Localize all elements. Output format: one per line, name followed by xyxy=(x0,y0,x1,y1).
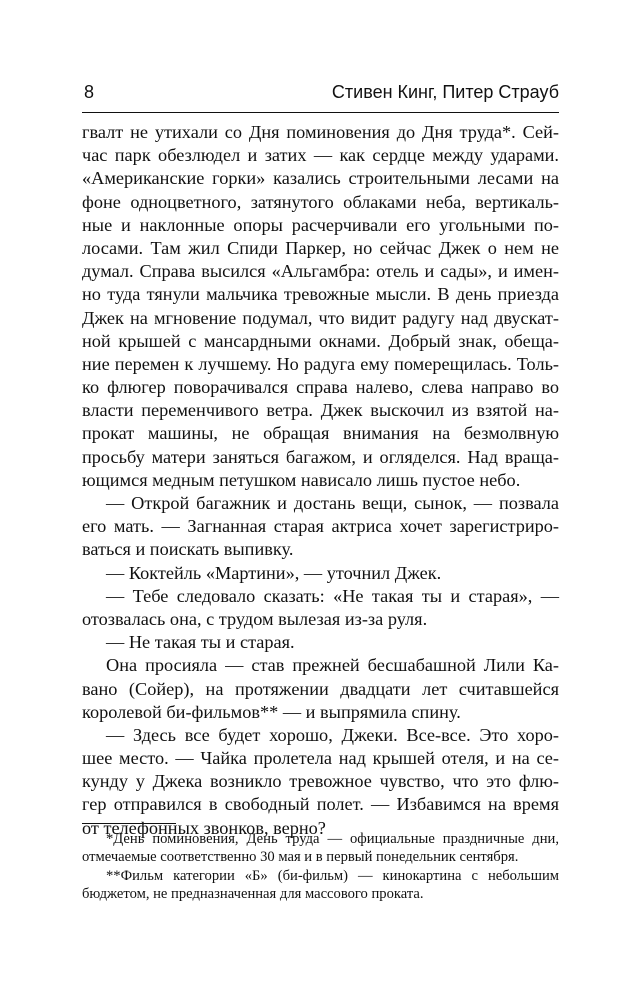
text-line: час парк обезлюдел и затих — как сердце между ударами. xyxy=(82,145,559,166)
text-line: кунду у Джека возникло тревожное чувство, что это флю- xyxy=(82,771,559,792)
body-text xyxy=(82,121,559,840)
text-line: но туда тянули мальчика тревожные мысли. В день приезда xyxy=(82,284,559,305)
text-line: шее место. — Чайка пролетела над крышей отеля, и на се- xyxy=(82,748,559,769)
text-line: его мать. — Загнанная старая актриса хочет зарегистриро- xyxy=(82,516,559,537)
text-line: — Тебе следовало сказать: «Не такая ты и старая», — xyxy=(106,585,559,606)
text-line: королевой би-фильмов** — и выпрямила спину. xyxy=(82,701,461,722)
running-title: Стивен Кинг, Питер Страуб xyxy=(331,82,559,102)
text-line: отозвалась она, с трудом вылезая из-за руля. xyxy=(82,608,428,629)
footnotes xyxy=(82,830,559,904)
text-line: «Американские горки» казались строительными лесами на xyxy=(82,168,559,189)
footnote-line: бюджетом, не предназначенная для массового проката. xyxy=(82,886,424,903)
text-line: власти переменчивого ветра. Джек выскочил из взятой на- xyxy=(82,400,559,421)
footnote-line: отмечаемые соответственно 30 мая и в первый понедельник сентября. xyxy=(82,849,519,866)
text-line: думал. Справа высился «Альгамбра: отель и сады», и имен- xyxy=(82,261,559,282)
page-number: 8 xyxy=(84,82,95,102)
text-line: ющимся медным петушком нависало лишь пустое небо. xyxy=(82,469,521,490)
text-line: ные и наклонные опоры расчерчивали его угольными по- xyxy=(82,214,559,235)
text-line: ние перемен к лучшему. Но радуга ему померещилась. Толь- xyxy=(82,353,559,374)
text-line: вано (Сойер), на протяжении двадцати лет считавшейся xyxy=(82,678,559,699)
text-line: фоне одноцветного, затянутого облаками неба, вертикаль- xyxy=(82,191,559,212)
text-line: — Не такая ты и старая. xyxy=(106,632,295,653)
text-line: ваться и поискать выпивку. xyxy=(82,539,294,560)
text-line: гвалт не утихали со Дня поминовения до Дня труда*. Сей- xyxy=(82,122,559,142)
text-line: — Коктейль «Мартини», — уточнил Джек. xyxy=(106,562,442,583)
page-header xyxy=(82,80,559,113)
text-line: ко флюгер поворачивался справа налево, слева направо во xyxy=(82,377,559,398)
text-line: Джек на мгновение подумал, что видит радугу над двускат- xyxy=(82,307,559,328)
footnote-divider xyxy=(82,823,176,824)
text-line: гер отправился в свободный полет. — Избавимся на время xyxy=(82,794,559,815)
text-line: ной крышей с мансардными окнами. Добрый знак, обеща- xyxy=(82,330,559,351)
text-line: прокат машины, не обращая внимания на безмолвную xyxy=(82,423,559,444)
footnote-line: **Фильм категории «Б» (би-фильм) — кинокартина с небольшим xyxy=(106,867,559,884)
text-line: просьбу матери заняться багажом, и огляделся. Над враща- xyxy=(82,446,559,467)
text-line: — Открой багажник и достань вещи, сынок, — позвала xyxy=(106,493,559,513)
text-line: лосами. Там жил Спиди Паркер, но сейчас Джек о нем не xyxy=(82,237,559,258)
text-line: Она просияла — став прежней бесшабашной Лили Ка- xyxy=(106,655,559,676)
text-line: от телефонных звонков, верно? xyxy=(82,817,326,838)
text-line: — Здесь все будет хорошо, Джеки. Все-все. Это хоро- xyxy=(106,724,559,745)
footnote-line: *День поминовения, День труда — официальные праздничные дни, xyxy=(106,831,559,847)
